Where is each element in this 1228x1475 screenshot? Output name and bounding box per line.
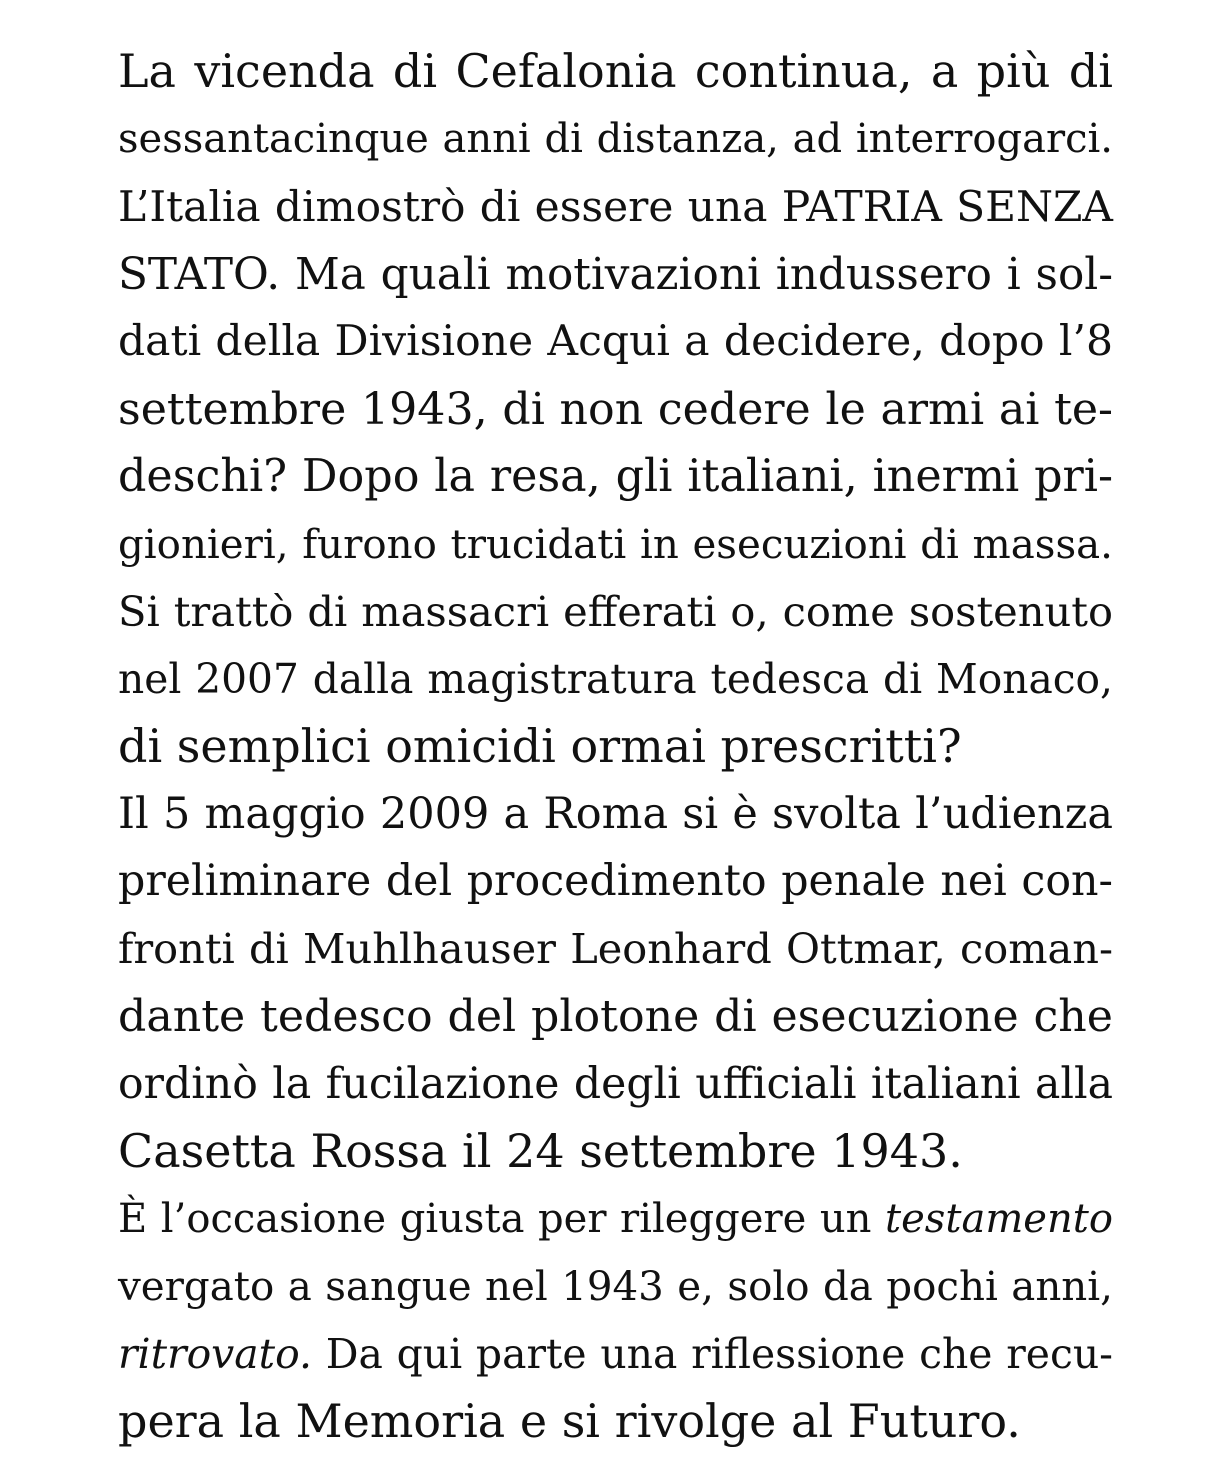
text-segment: dante tedesco del plotone di esecuzione che [118, 991, 1113, 1042]
text-segment: di semplici omicidi ormai prescritti? [118, 719, 962, 773]
text-segment: preliminare del procedimento penale nei con- [118, 856, 1113, 906]
text-segment: ordinò la fucilazione degli ufficiali italiani alla [118, 1058, 1113, 1109]
text-line [118, 1388, 1113, 1456]
text-line [118, 983, 1113, 1051]
text-line [118, 1051, 1113, 1119]
text-segment: Da qui parte una riflessione che recu- [311, 1329, 1113, 1378]
text-segment: sessantacinque anni di distanza, ad interrogarci. [118, 115, 1113, 162]
text-segment: vergato a sangue nel 1943 e, solo da pochi anni, [118, 1263, 1113, 1310]
text-line [118, 173, 1113, 241]
text-line [118, 106, 1113, 174]
text-segment: gionieri, furono trucidati in esecuzioni di massa. [118, 520, 1113, 568]
text-segment: L’Italia dimostrò di essere una PATRIA SENZA [118, 182, 1113, 231]
text-segment: La vicenda di Cefalonia continua, a più di [118, 44, 1113, 98]
text-line [118, 241, 1113, 309]
text-line [118, 1253, 1113, 1321]
italic-text: testamento [885, 1195, 1113, 1242]
text-line [118, 578, 1113, 646]
text-segment: Il 5 maggio 2009 a Roma si è svolta l’udienza [118, 788, 1113, 839]
text-line [118, 916, 1113, 984]
text-segment: Casetta Rossa il 24 settembre 1943. [118, 1124, 963, 1178]
text-segment: fronti di Muhlhauser Leonhard Ottmar, coman- [118, 924, 1113, 973]
text-line [118, 781, 1113, 849]
text-segment: deschi? Dopo la resa, gli italiani, inermi pri- [118, 451, 1113, 502]
text-line [118, 1186, 1113, 1254]
text-line [118, 308, 1113, 376]
paragraph [118, 781, 1113, 1186]
italic-text: ritrovato. [118, 1329, 312, 1378]
paragraph [118, 1186, 1113, 1456]
text-segment: settembre 1943, di non cedere le armi ai te- [118, 383, 1113, 435]
body-text [118, 38, 1113, 1456]
text-segment: Si trattò di massacri efferati o, come sostenuto [118, 587, 1113, 636]
text-segment: dati della Divisione Acqui a decidere, dopo l’8 [118, 317, 1113, 366]
text-line [118, 1118, 1113, 1186]
text-line [118, 713, 1113, 781]
text-line [118, 511, 1113, 579]
text-line [118, 1321, 1113, 1389]
text-line [118, 38, 1113, 106]
text-line [118, 443, 1113, 511]
text-segment: È l’occasione giusta per rileggere un [118, 1195, 886, 1242]
text-segment: nel 2007 dalla magistratura tedesca di Monaco, [118, 654, 1113, 703]
text-segment: STATO. Ma quali motivazioni indussero i sol- [118, 248, 1113, 300]
paragraph [118, 38, 1113, 781]
text-line [118, 848, 1113, 916]
text-line [118, 646, 1113, 714]
text-line [118, 376, 1113, 444]
text-segment: pera la Memoria e si rivolge al Futuro. [118, 1394, 1021, 1448]
